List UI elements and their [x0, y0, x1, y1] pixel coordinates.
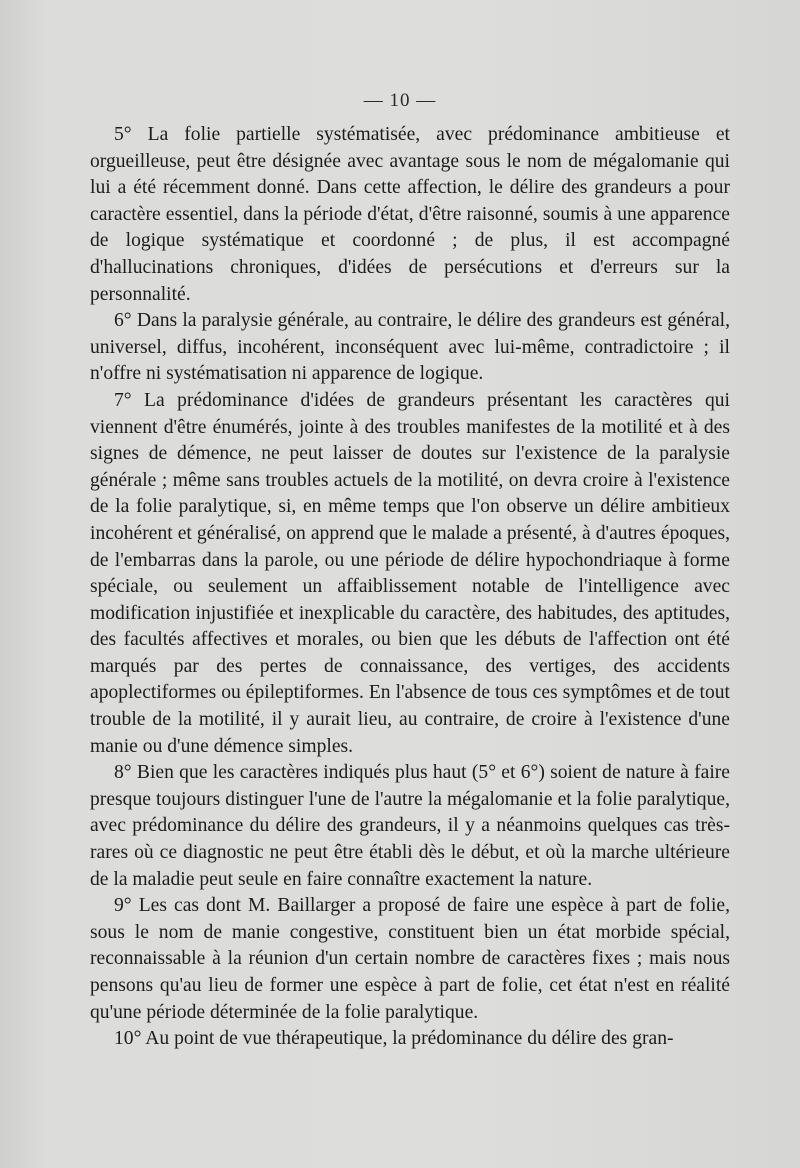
page-body — [90, 122, 730, 1053]
paragraph-8: 8° Bien que les caractères indiqués plus haut (5° et 6°) soient de nature à faire presque toujours distinguer l'une de l'autre la mégalomanie et la folie paralytique, avec prédominance du délire des grandeurs, il y a néanmoins quelques cas très-rares où ce diagnostic ne peut être établi dès le début, et où la marche ultérieure de la maladie peut seule en faire connaître exactement la nature. — [90, 762, 730, 890]
paragraph-9: 9° Les cas dont M. Baillarger a proposé de faire une espèce à part de folie, sous le nom de manie congestive, constituent bien un état morbide spécial, reconnaissable à la réunion d'un certain nombre de caractères fixes ; mais nous pensons qu'au lieu de former une espèce à part de folie, cet état n'est en réalité qu'une période déterminée de la folie paralytique. — [90, 895, 730, 1023]
paragraph-10: 10° Au point de vue thérapeutique, la prédominance du délire des gran- — [114, 1028, 674, 1050]
paragraph-6: 6° Dans la paralysie générale, au contraire, le délire des grandeurs est général, universel, diffus, incohérent, inconséquent avec lui-même, contradictoire ; il n'offre ni systématisation ni apparence de logique. — [90, 310, 730, 385]
paragraph-5: 5° La folie partielle systématisée, avec prédominance ambitieuse et orgueilleuse, peut être désignée avec avantage sous le nom de mégalomanie qui lui a été récemment donné. Dans cette affection, le délire des grandeurs a pour caractère essentiel, dans la période d'état, d'être raisonné, soumis à une apparence de logique systématique et coordonné ; de plus, il est accompagné d'hallucinations chroniques, d'idées de persécutions et d'erreurs sur la personnalité. — [90, 124, 730, 305]
paragraph-7: 7° La prédominance d'idées de grandeurs présentant les caractères qui viennent d'être énumérés, jointe à des troubles manifestes de la motilité et à des signes de démence, ne peut laisser de doutes sur l'existence de la paralysie générale ; même sans troubles actuels de la motilité, on devra croire à l'existence de la folie paralytique, si, en même temps que l'on observe un délire ambitieux incohérent et généralisé, on apprend que le malade a présenté, à d'autres époques, de l'embarras dans la parole, ou une période de délire hypochondriaque à forme spéciale, ou seulement un affaiblissement notable de l'intelligence avec modification injustifiée et inexplicable du caractère, des habitudes, des aptitudes, des facultés affectives et morales, ou bien que les débuts de l'affection ont été marqués par des pertes de connaissance, des vertiges, des accidents apoplectiformes ou épileptiformes. En l'absence de tous ces symptômes et de tout trouble de la motilité, il y aurait lieu, au contraire, de croire à l'existence d'une manie ou d'une démence simples. — [90, 389, 730, 757]
page-number: — 10 — — [363, 90, 437, 111]
